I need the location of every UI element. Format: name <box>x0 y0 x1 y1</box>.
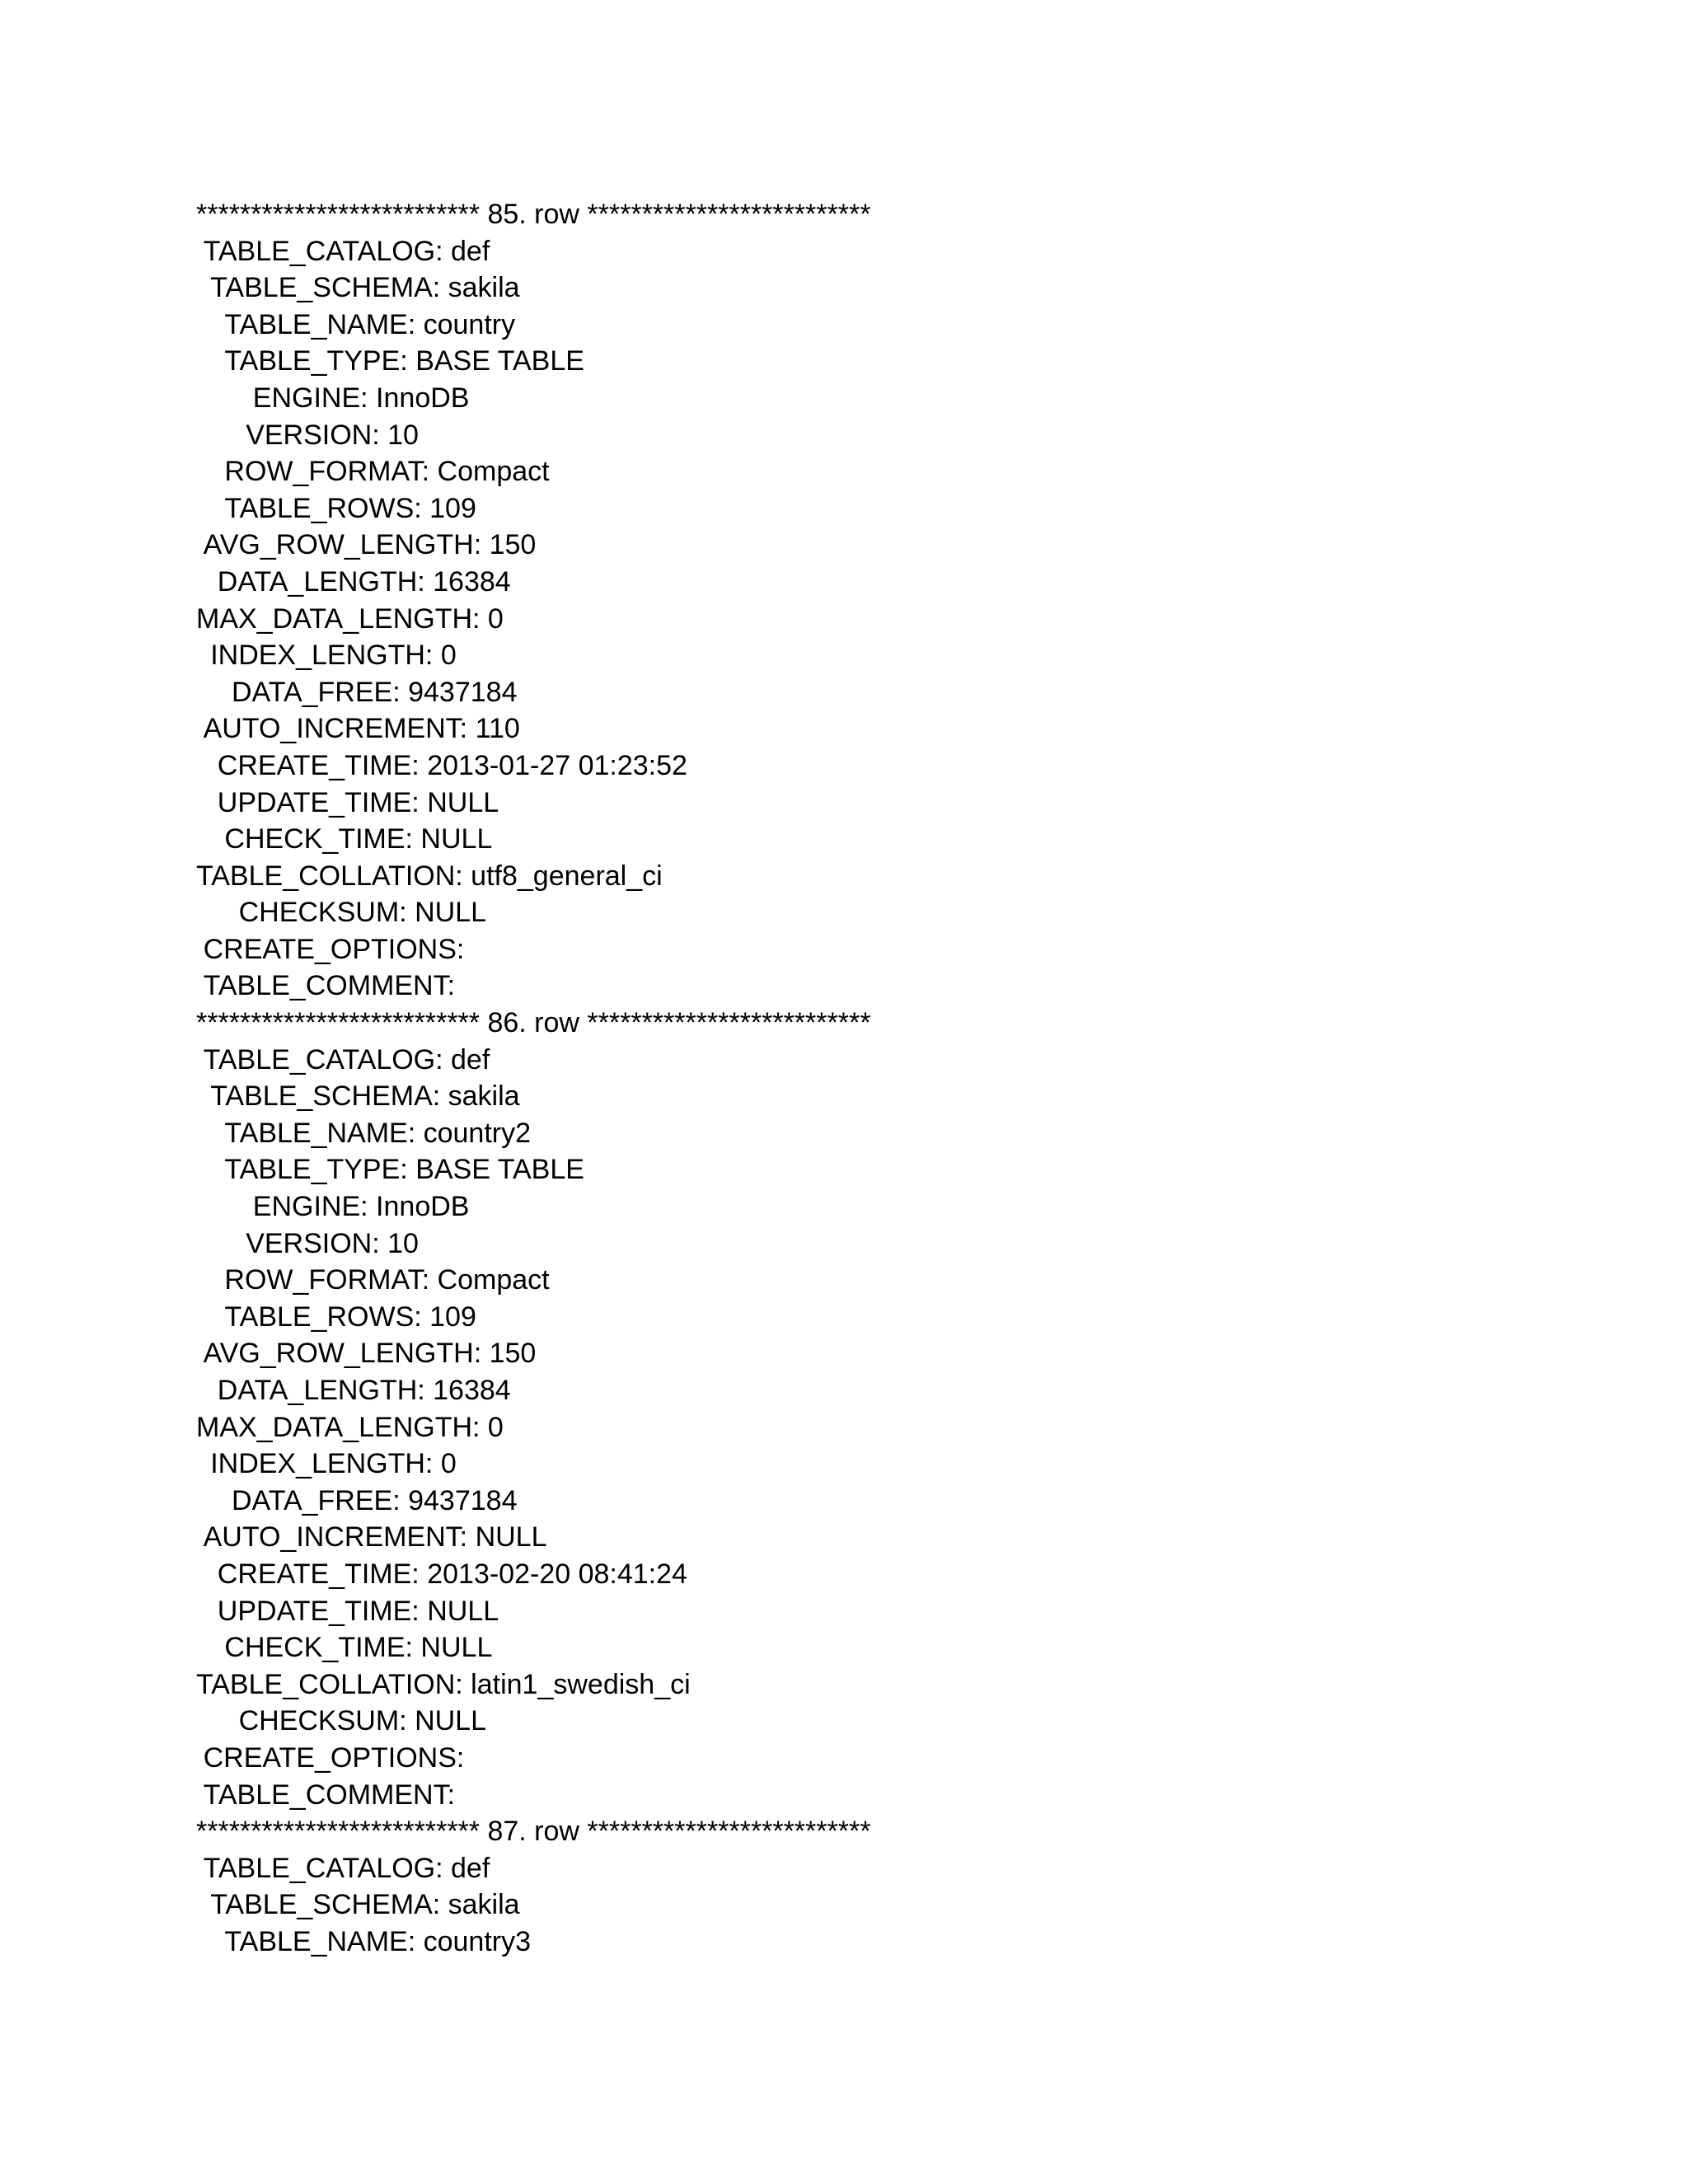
field-value: 0 <box>480 602 504 635</box>
field-key: VERSION: <box>246 419 380 451</box>
field-line <box>196 1446 870 1483</box>
field-value: 150 <box>481 1338 537 1370</box>
field-value: NULL <box>412 823 493 855</box>
field-value: 16384 <box>424 1375 511 1406</box>
field-line <box>196 1078 870 1115</box>
field-key: TABLE_CATALOG: <box>203 1852 443 1884</box>
field-value: 0 <box>480 1411 504 1443</box>
field-key: DATA_FREE: <box>232 1484 401 1516</box>
field-value: def <box>443 1852 490 1884</box>
field-value: 16384 <box>424 565 511 598</box>
field-line <box>196 1115 870 1152</box>
field-line <box>196 894 870 931</box>
field-key: CHECKSUM: <box>238 897 407 929</box>
field-value: def <box>443 235 490 267</box>
field-line <box>196 564 870 601</box>
field-line <box>196 1262 870 1299</box>
field-line <box>196 380 870 417</box>
field-value: 0 <box>433 640 457 672</box>
field-line <box>196 233 870 270</box>
field-key: MAX_DATA_LENGTH: <box>196 602 481 635</box>
field-line <box>196 269 870 307</box>
field-value: country3 <box>415 1925 532 1957</box>
field-line <box>196 1703 870 1740</box>
field-key: CREATE_OPTIONS: <box>203 933 465 965</box>
field-key: ROW_FORMAT: <box>224 456 430 488</box>
field-key: ENGINE: <box>252 382 368 414</box>
field-key: TABLE_TYPE: <box>224 345 408 377</box>
field-key: TABLE_NAME: <box>224 308 416 340</box>
field-value: NULL <box>467 1521 547 1554</box>
field-line <box>196 1629 870 1666</box>
field-key: CREATE_OPTIONS: <box>203 1741 465 1774</box>
field-key: TABLE_ROWS: <box>224 492 422 524</box>
field-key: ENGINE: <box>252 1191 368 1223</box>
field-key: CHECK_TIME: <box>224 823 413 855</box>
field-line <box>196 1593 870 1630</box>
field-line <box>196 1740 870 1777</box>
field-line <box>196 1666 870 1704</box>
field-value: 2013-01-27 01:23:52 <box>419 749 687 781</box>
field-key: UPDATE_TIME: <box>217 1595 420 1627</box>
field-value: BASE TABLE <box>407 1154 584 1186</box>
field-value: NULL <box>419 1595 499 1627</box>
field-key: TABLE_COLLATION: <box>196 860 463 892</box>
field-line <box>196 968 870 1005</box>
row-separator: ************************** 86. row ************************** <box>196 1007 871 1039</box>
field-line <box>196 1556 870 1593</box>
field-value: 150 <box>481 529 537 561</box>
field-key: DATA_LENGTH: <box>217 565 425 598</box>
field-key: ROW_FORMAT: <box>224 1264 430 1296</box>
field-key: TABLE_COMMENT: <box>203 970 456 1002</box>
field-key: CREATE_TIME: <box>217 1558 420 1590</box>
field-key: INDEX_LENGTH: <box>210 1448 434 1480</box>
field-line <box>196 453 870 490</box>
field-line <box>196 490 870 527</box>
field-value: NULL <box>419 786 499 818</box>
field-key: TABLE_NAME: <box>224 1925 416 1957</box>
field-value: NULL <box>406 1705 486 1737</box>
field-key: TABLE_SCHEMA: <box>210 1080 441 1113</box>
row-separator: ************************** 85. row ************************** <box>196 199 871 230</box>
field-line <box>196 785 870 822</box>
field-value: def <box>443 1043 490 1076</box>
field-line <box>196 1372 870 1409</box>
field-line <box>196 1886 870 1924</box>
field-key: INDEX_LENGTH: <box>210 640 434 672</box>
row-separator: ************************** 87. row ************************** <box>196 1816 871 1848</box>
field-key: MAX_DATA_LENGTH: <box>196 1411 481 1443</box>
field-line <box>196 1850 870 1887</box>
field-key: CHECK_TIME: <box>224 1632 413 1664</box>
field-line <box>196 1483 870 1520</box>
field-key: TABLE_COMMENT: <box>203 1779 456 1811</box>
field-value: BASE TABLE <box>407 345 584 377</box>
field-key: TABLE_TYPE: <box>224 1154 408 1186</box>
field-key: UPDATE_TIME: <box>217 786 420 818</box>
field-value: 109 <box>421 492 476 524</box>
field-value: 10 <box>379 1227 419 1259</box>
field-key: TABLE_SCHEMA: <box>210 1889 441 1921</box>
field-line <box>196 1299 870 1336</box>
field-line <box>196 858 870 895</box>
field-line <box>196 821 870 858</box>
field-line <box>196 527 870 564</box>
field-key: TABLE_CATALOG: <box>203 1043 443 1076</box>
field-value: Compact <box>429 456 550 488</box>
field-line <box>196 710 870 748</box>
field-line <box>196 748 870 785</box>
field-value: sakila <box>440 1080 520 1113</box>
field-value: InnoDB <box>368 382 470 414</box>
field-value: country2 <box>415 1117 532 1149</box>
field-key: TABLE_SCHEMA: <box>210 272 441 304</box>
field-line <box>196 1335 870 1372</box>
field-value: 2013-02-20 08:41:24 <box>419 1558 687 1590</box>
field-line <box>196 601 870 638</box>
field-value: country <box>415 308 516 340</box>
field-line <box>196 307 870 344</box>
query-result-text <box>196 196 870 1961</box>
field-key: TABLE_NAME: <box>224 1117 416 1149</box>
field-key: CHECKSUM: <box>238 1705 407 1737</box>
field-value: latin1_swedish_ci <box>462 1668 691 1700</box>
field-value: 9437184 <box>400 1484 518 1516</box>
field-value: 110 <box>467 713 520 745</box>
field-key: TABLE_CATALOG: <box>203 235 443 267</box>
field-line <box>196 1519 870 1556</box>
field-value: 0 <box>433 1448 457 1480</box>
field-line <box>196 1042 870 1079</box>
field-value: Compact <box>429 1264 550 1296</box>
field-line <box>196 1226 870 1263</box>
field-line <box>196 417 870 454</box>
field-key: VERSION: <box>246 1227 380 1259</box>
field-key: AVG_ROW_LENGTH: <box>203 1338 482 1370</box>
field-key: AUTO_INCREMENT: <box>203 713 468 745</box>
field-value: sakila <box>440 272 520 304</box>
field-key: AVG_ROW_LENGTH: <box>203 529 482 561</box>
field-line <box>196 343 870 380</box>
field-key: TABLE_COLLATION: <box>196 1668 463 1700</box>
field-value: sakila <box>440 1889 520 1921</box>
field-value: 109 <box>421 1301 476 1333</box>
field-line <box>196 1409 870 1446</box>
field-key: DATA_LENGTH: <box>217 1375 425 1406</box>
field-line <box>196 637 870 674</box>
field-line <box>196 1777 870 1814</box>
field-value: utf8_general_ci <box>462 860 663 892</box>
field-line <box>196 674 870 711</box>
field-value: NULL <box>412 1632 493 1664</box>
field-value: NULL <box>406 897 486 929</box>
field-line <box>196 1924 870 1961</box>
field-value: 10 <box>379 419 419 451</box>
field-value: InnoDB <box>368 1191 470 1223</box>
field-line <box>196 931 870 968</box>
field-value: 9437184 <box>400 676 518 708</box>
field-line <box>196 1151 870 1188</box>
field-key: CREATE_TIME: <box>217 749 420 781</box>
field-key: DATA_FREE: <box>232 676 401 708</box>
field-key: AUTO_INCREMENT: <box>203 1521 468 1554</box>
field-line <box>196 1188 870 1226</box>
field-key: TABLE_ROWS: <box>224 1301 422 1333</box>
